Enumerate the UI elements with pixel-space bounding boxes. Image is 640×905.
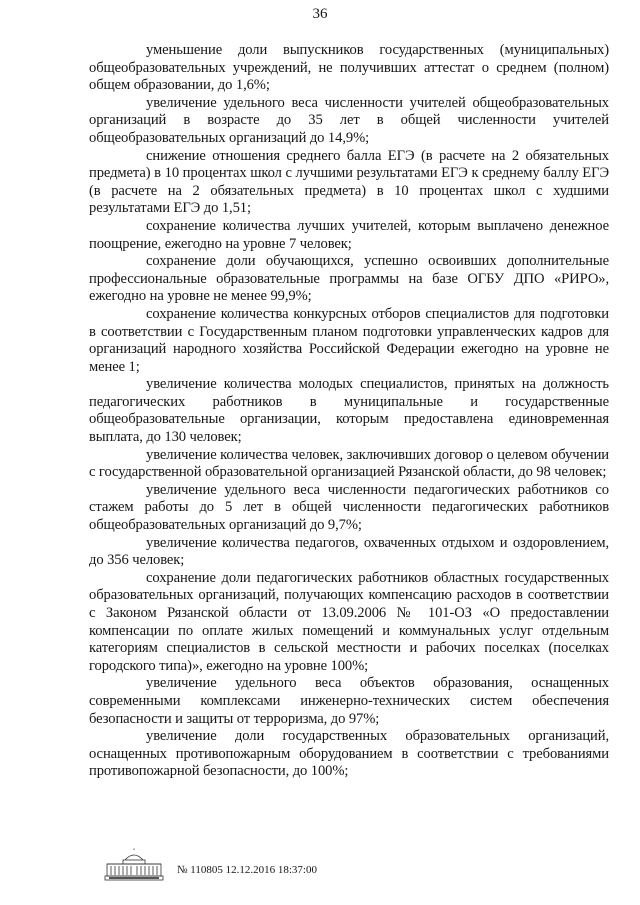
government-building-icon [103, 848, 165, 882]
paragraph: уменьшение доли выпускников государственных (муниципальных) общеобразовательных учреждений, не получивших аттестат о среднем (полном) общем образовании, до 1,6%; [89, 42, 609, 94]
document-body [89, 42, 609, 781]
paragraph: сохранение доли педагогических работников областных государственных образовательных организаций, получающих компенсацию расходов в соответствии с Законом Рязанской области от 13.09.2006 № 101-ОЗ «О предоставлении компенсации по оплате жилых помещений и коммунальных услуг отдельным категориям специалистов в сельской местности и рабочих поселках (поселках городского типа)», ежегодно на уровне 100%; [89, 569, 609, 674]
page-number: 36 [312, 6, 328, 22]
document-footer [103, 848, 403, 884]
paragraph: увеличение доли государственных образовательных организаций, оснащенных противопожарным оборудованием в соответствии с требованиями противопожарной безопасности, до 100%; [89, 728, 609, 780]
paragraph: увеличение удельного веса численности учителей общеобразовательных организаций в возрасте до 35 лет в общей численности учителей общеобразовательных организаций до 14,9%; [89, 94, 609, 146]
paragraph: сохранение количества лучших учителей, которым выплачено денежное поощрение, ежегодно на уровне 7 человек; [89, 217, 609, 252]
registration-stamp: № 110805 12.12.2016 18:37:00 [177, 864, 317, 876]
paragraph: сохранение доли обучающихся, успешно освоивших дополнительные профессиональные образовательные программы на базе ОГБУ ДПО «РИРО», ежегодно на уровне не менее 99,9%; [89, 253, 609, 305]
paragraph: снижение отношения среднего балла ЕГЭ (в расчете на 2 обязательных предмета) в 10 процентах школ с лучшими результатами ЕГЭ к среднему баллу ЕГЭ (в расчете на 2 обязательных предмета) в 10 процентах школ с худшими результатами ЕГЭ до 1,51; [89, 147, 609, 217]
paragraph: сохранение количества конкурсных отборов специалистов для подготовки в соответствии с Государственным планом подготовки управленческих кадров для организаций народного хозяйства Российской Федерации ежегодно на уровне не менее 1; [89, 305, 609, 375]
paragraph: увеличение количества молодых специалистов, принятых на должность педагогических работников в муниципальные и государственные общеобразовательные организации, которым предоставлена единовременная выплата, до 130 человек; [89, 376, 609, 446]
paragraph: увеличение количества педагогов, охваченных отдыхом и оздоровлением, до 356 человек; [89, 534, 609, 569]
paragraph: увеличение удельного веса численности педагогических работников со стажем работы до 5 лет в общей численности педагогических работников общеобразовательных организаций до 9,7%; [89, 481, 609, 534]
paragraph: увеличение удельного веса объектов образования, оснащенных современными комплексами инженерно-технических систем обеспечения безопасности и защиты от терроризма, до 97%; [89, 675, 609, 727]
paragraph: увеличение количества человек, заключивших договор о целевом обучении с государственной образовательной организацией Рязанской области, до 98 человек; [89, 446, 609, 481]
